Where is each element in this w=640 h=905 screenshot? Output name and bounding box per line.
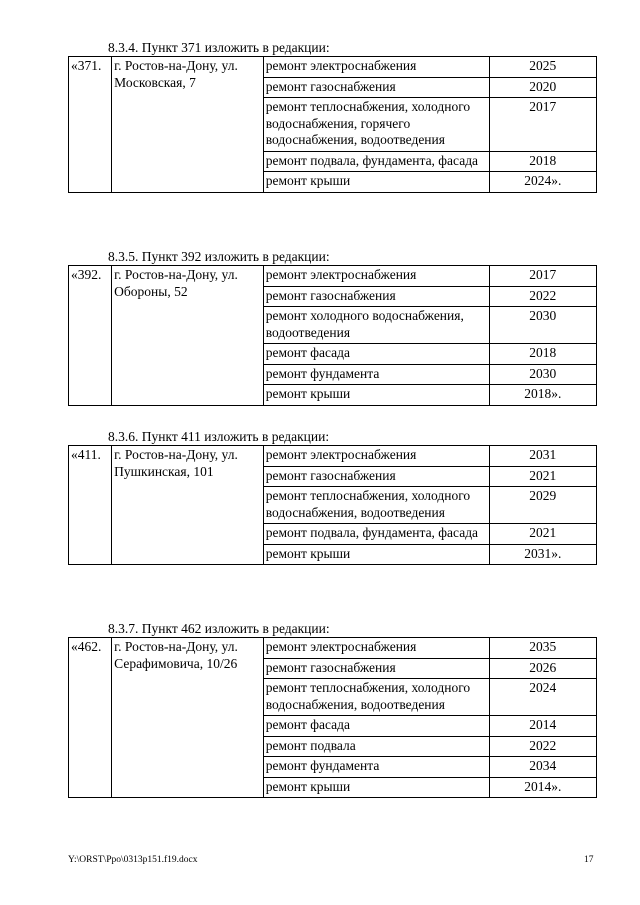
year-cell: 2020 <box>489 77 596 98</box>
year-cell: 2029 <box>489 487 596 524</box>
work-cell: ремонт газоснабжения <box>263 658 489 679</box>
year-cell: 2034 <box>489 757 596 778</box>
table-row <box>69 638 597 659</box>
section-heading: 8.3.6. Пункт 411 изложить в редакции: <box>108 429 330 444</box>
work-cell: ремонт электроснабжения <box>263 266 489 287</box>
work-cell: ремонт фасада <box>263 344 489 365</box>
year-cell: 2018». <box>489 385 596 406</box>
table-row <box>69 266 597 287</box>
year-cell: 2022 <box>489 736 596 757</box>
work-cell: ремонт газоснабжения <box>263 286 489 307</box>
section-heading: 8.3.7. Пункт 462 изложить в редакции: <box>108 621 330 636</box>
footer-file-path: Y:\ORST\Ppo\0313p151.f19.docx <box>68 855 198 865</box>
work-cell: ремонт подвала, фундамента, фасада <box>263 524 489 545</box>
year-cell: 2024». <box>489 172 596 193</box>
year-cell: 2021 <box>489 524 596 545</box>
year-cell: 2025 <box>489 57 596 78</box>
work-cell: ремонт крыши <box>263 172 489 193</box>
work-cell: ремонт теплоснабжения, холодного водоснабжения, горячего водоснабжения, водоотведения <box>263 98 489 152</box>
year-cell: 2017 <box>489 98 596 152</box>
year-cell: 2021 <box>489 466 596 487</box>
item-number: «371. <box>69 57 112 193</box>
footer-page-number: 17 <box>584 855 594 865</box>
section-table <box>68 445 597 565</box>
work-cell: ремонт газоснабжения <box>263 466 489 487</box>
item-address: г. Ростов-на-Дону, ул. Пушкинская, 101 <box>112 446 264 565</box>
table-row <box>69 57 597 78</box>
year-cell: 2031 <box>489 446 596 467</box>
section-table <box>68 637 597 798</box>
item-address: г. Ростов-на-Дону, ул. Серафимовича, 10/26 <box>112 638 264 798</box>
year-cell: 2022 <box>489 286 596 307</box>
item-number: «411. <box>69 446 112 565</box>
year-cell: 2035 <box>489 638 596 659</box>
year-cell: 2026 <box>489 658 596 679</box>
work-cell: ремонт фасада <box>263 716 489 737</box>
section-heading: 8.3.4. Пункт 371 изложить в редакции: <box>108 40 330 55</box>
section-table <box>68 56 597 193</box>
work-cell: ремонт теплоснабжения, холодного водоснабжения, водоотведения <box>263 679 489 716</box>
work-cell: ремонт фундамента <box>263 757 489 778</box>
work-cell: ремонт подвала <box>263 736 489 757</box>
work-cell: ремонт крыши <box>263 544 489 565</box>
work-cell: ремонт крыши <box>263 777 489 798</box>
work-cell: ремонт холодного водоснабжения, водоотведения <box>263 307 489 344</box>
year-cell: 2014». <box>489 777 596 798</box>
section-table <box>68 265 597 406</box>
work-cell: ремонт теплоснабжения, холодного водоснабжения, водоотведения <box>263 487 489 524</box>
item-number: «462. <box>69 638 112 798</box>
work-cell: ремонт электроснабжения <box>263 446 489 467</box>
year-cell: 2030 <box>489 307 596 344</box>
work-cell: ремонт подвала, фундамента, фасада <box>263 151 489 172</box>
item-number: «392. <box>69 266 112 406</box>
work-cell: ремонт газоснабжения <box>263 77 489 98</box>
year-cell: 2031». <box>489 544 596 565</box>
work-cell: ремонт электроснабжения <box>263 638 489 659</box>
work-cell: ремонт крыши <box>263 385 489 406</box>
work-cell: ремонт фундамента <box>263 364 489 385</box>
work-cell: ремонт электроснабжения <box>263 57 489 78</box>
year-cell: 2018 <box>489 344 596 365</box>
item-address: г. Ростов-на-Дону, ул. Обороны, 52 <box>112 266 264 406</box>
year-cell: 2030 <box>489 364 596 385</box>
year-cell: 2017 <box>489 266 596 287</box>
table-row <box>69 446 597 467</box>
year-cell: 2024 <box>489 679 596 716</box>
item-address: г. Ростов-на-Дону, ул. Московская, 7 <box>112 57 264 193</box>
section-heading: 8.3.5. Пункт 392 изложить в редакции: <box>108 249 330 264</box>
year-cell: 2014 <box>489 716 596 737</box>
year-cell: 2018 <box>489 151 596 172</box>
